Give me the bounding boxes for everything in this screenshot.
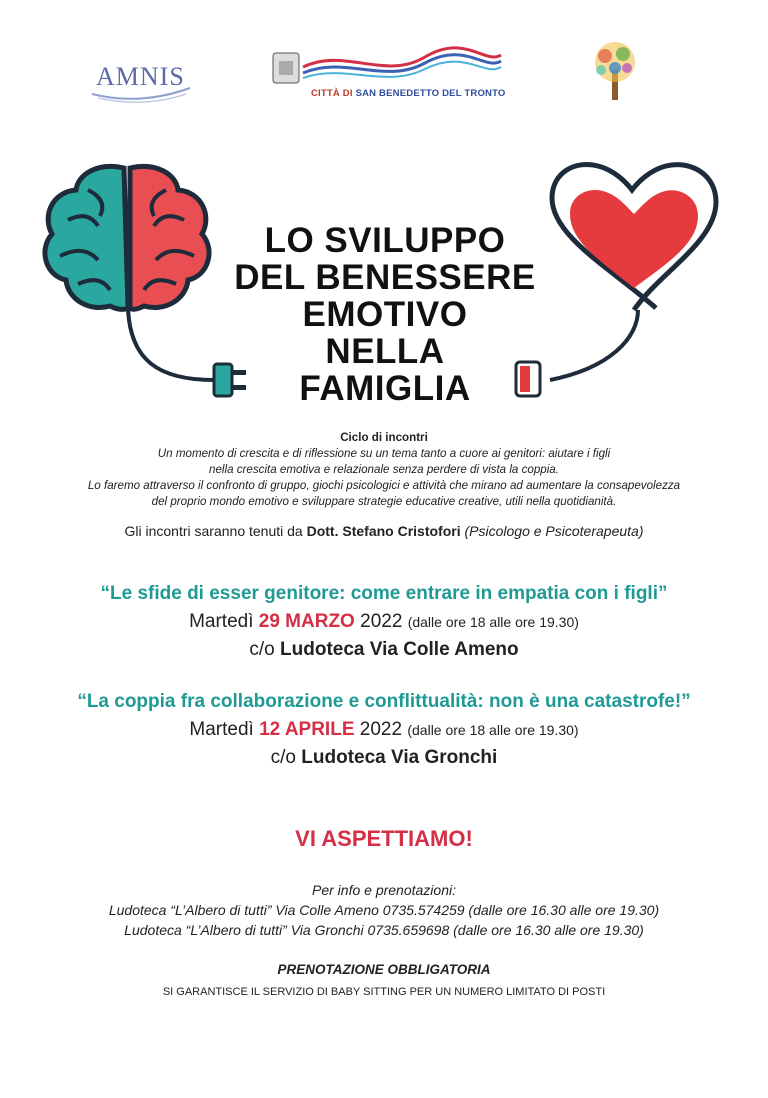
intro-line: del proprio mondo emotivo e sviluppare strategie educative creative, utili nella quotidianità. — [151, 495, 617, 508]
heart-icon — [570, 190, 698, 288]
event-place-line — [0, 639, 768, 661]
intro-line: Lo faremo attraverso il confronto di gruppo, giochi psicologici e attività che mirano ad aumentare la consapevolezza — [87, 479, 681, 492]
info-heading: Per info e prenotazioni: — [312, 882, 456, 898]
event-year: 2022 — [360, 611, 403, 632]
event-date: 12 APRILE — [259, 719, 355, 740]
intro-line: Un momento di crescita e di riflessione su un tema tanto a cuore ai genitori: aiutare i figli — [157, 447, 611, 460]
tree-logo — [585, 40, 645, 115]
amnis-logo — [90, 58, 200, 108]
intro-heading: Ciclo di incontri — [340, 431, 428, 444]
page-title — [225, 222, 545, 407]
title-line: EMOTIVO — [302, 295, 468, 334]
amnis-logo-text: AMNIS — [96, 62, 185, 91]
city-name: SAN BENEDETTO DEL TRONTO — [355, 88, 506, 99]
city-logo — [265, 45, 505, 105]
event-time: (dalle ore 18 alle ore 19.30) — [407, 722, 579, 738]
cta-heading: VI ASPETTIAMO! — [295, 826, 473, 851]
event-1 — [0, 583, 768, 661]
info-line: Ludoteca “L’Albero di tutti” Via Gronchi 0735.659698 (dalle ore 16.30 alle ore 19.30) — [124, 922, 644, 938]
babysitting-note: SI GARANTISCE IL SERVIZIO DI BABY SITTING PER UN NUMERO LIMITATO DI POSTI — [162, 986, 606, 998]
brain-icon — [45, 166, 209, 309]
event-day: Martedì — [189, 719, 254, 740]
speaker-line — [0, 523, 768, 539]
speaker-prefix: Gli incontri saranno tenuti da — [124, 523, 303, 539]
speaker-role: (Psicologo e Psicoterapeuta) — [464, 523, 644, 539]
event-day: Martedì — [189, 611, 254, 632]
event-date: 29 MARZO — [258, 611, 355, 632]
event-place-line — [0, 747, 768, 769]
event-2 — [0, 691, 768, 769]
event-date-line — [0, 719, 768, 741]
city-crest-icon — [265, 45, 505, 89]
title-line: NELLA — [325, 332, 445, 371]
booking-required: PRENOTAZIONE OBBLIGATORIA — [277, 962, 491, 977]
event-place: Ludoteca Via Colle Ameno — [280, 639, 519, 660]
event-place-prefix: c/o — [270, 747, 297, 768]
event-place-prefix: c/o — [249, 639, 275, 660]
title-line: DEL BENESSERE — [234, 258, 536, 297]
event-time: (dalle ore 18 alle ore 19.30) — [407, 614, 579, 630]
intro-line: nella crescita emotiva e relazionale senza perdere di vista la coppia. — [209, 463, 559, 476]
event-date-line — [0, 611, 768, 633]
title-line: FAMIGLIA — [299, 369, 471, 408]
event-place: Ludoteca Via Gronchi — [301, 747, 498, 768]
title-line: LO SVILUPPO — [264, 221, 506, 260]
amnis-swoosh-icon — [90, 58, 200, 108]
intro-block — [0, 430, 768, 510]
event-title: “Le sfide di esser genitore: come entrare in empatia con i figli” — [100, 583, 668, 604]
city-prefix: CITTÀ DI — [311, 88, 353, 99]
event-title: “La coppia fra collaborazione e conflittualità: non è una catastrofe!” — [77, 691, 691, 712]
city-logo-caption — [311, 88, 506, 99]
info-line: Ludoteca “L’Albero di tutti” Via Colle Ameno 0735.574259 (dalle ore 16.30 alle ore 19.30) — [108, 902, 660, 918]
speaker-name: Dott. Stefano Cristofori — [306, 523, 461, 539]
event-year: 2022 — [359, 719, 403, 740]
tree-icon — [585, 40, 645, 102]
info-block — [0, 880, 768, 940]
